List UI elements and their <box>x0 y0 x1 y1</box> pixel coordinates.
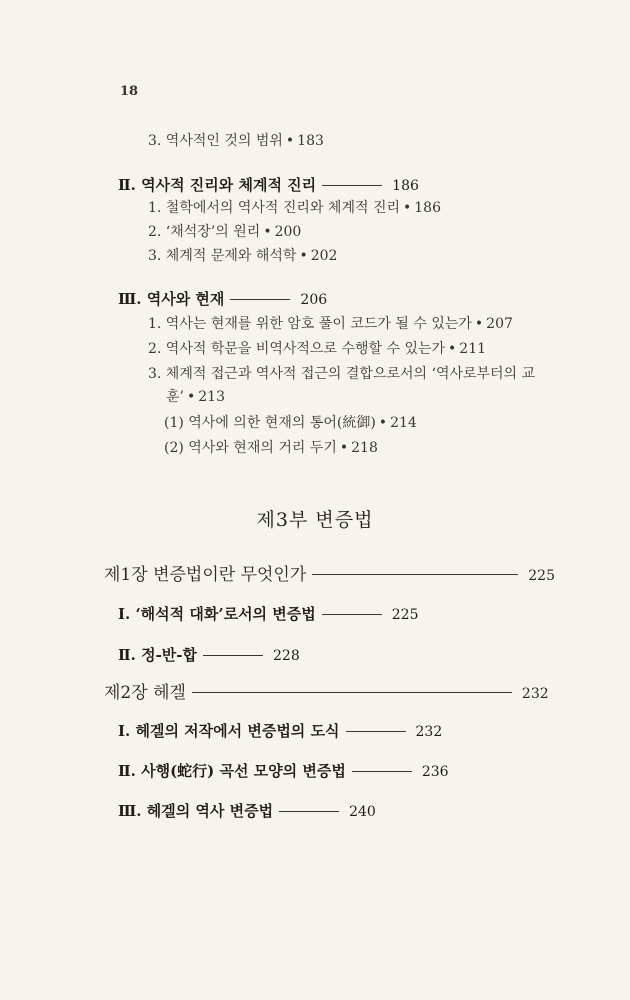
toc-item-text: 1. 역사는 현재를 위한 암호 풀이 코드가 될 수 있는가 <box>148 316 472 332</box>
toc-section[interactable] <box>118 292 327 307</box>
toc-chapter[interactable] <box>104 685 549 702</box>
section-page: 186 <box>392 178 419 194</box>
leader-line <box>352 771 412 772</box>
bullet-separator: • <box>403 200 412 216</box>
bullet-separator: • <box>186 389 196 405</box>
toc-item[interactable] <box>148 367 535 381</box>
toc-section[interactable] <box>118 607 418 622</box>
toc-item[interactable] <box>148 201 441 215</box>
toc-item-page: 186 <box>414 200 441 216</box>
toc-item[interactable] <box>148 249 337 263</box>
bullet-separator: • <box>263 224 272 240</box>
toc-item-page: 207 <box>486 316 513 332</box>
section-title: Ⅲ. 헤겔의 역사 변증법 <box>118 802 274 820</box>
section-page: 236 <box>421 764 449 780</box>
section-title: 역사와 현재 <box>146 290 225 308</box>
leader-line <box>322 614 382 615</box>
bullet-separator: • <box>285 133 295 149</box>
section-title: Ⅱ. 정-반-합 <box>118 646 198 664</box>
leader-line <box>230 299 290 300</box>
toc-section[interactable] <box>118 804 376 819</box>
toc-subitem-text: (2) 역사와 현재의 거리 두기 <box>164 440 337 456</box>
bullet-separator: • <box>299 248 308 264</box>
section-page: 206 <box>300 292 328 308</box>
toc-item-page: 183 <box>297 133 324 149</box>
leader-line <box>312 574 518 575</box>
section-page: 240 <box>349 804 376 820</box>
page-number: 18 <box>120 84 139 99</box>
leader-line <box>279 811 339 812</box>
toc-section[interactable] <box>118 724 442 739</box>
toc-item-page: 202 <box>310 248 338 264</box>
toc-item-text: 2. ‘채석장’의 원리 <box>148 224 261 240</box>
toc-item-page: 211 <box>459 341 487 357</box>
toc-item[interactable] <box>148 317 513 331</box>
leader-line <box>192 692 512 693</box>
chapter-title: 제1장 변증법이란 무엇인가 <box>104 565 307 585</box>
leader-line <box>203 655 263 656</box>
toc-subitem-page: 214 <box>390 415 417 431</box>
toc-subitem-text: (1) 역사에 의한 현재의 통어(統御) <box>164 415 376 431</box>
leader-line <box>322 185 382 186</box>
bullet-separator: • <box>378 415 388 431</box>
bullet-separator: • <box>339 440 349 456</box>
toc-subitem[interactable] <box>164 441 378 455</box>
toc-item-page: 213 <box>198 389 225 405</box>
toc-section[interactable] <box>118 178 419 193</box>
section-title: 역사적 진리와 체계적 진리 <box>141 176 317 194</box>
section-title: Ⅰ. ‘해석적 대화’로서의 변증법 <box>118 605 316 623</box>
leader-line <box>346 731 406 732</box>
toc-item-text: 3. 역사적인 것의 범위 <box>148 133 283 149</box>
section-numeral: Ⅲ. <box>118 290 142 308</box>
chapter-title: 제2장 헤겔 <box>104 683 186 703</box>
bullet-separator: • <box>448 341 457 357</box>
toc-section[interactable] <box>118 764 449 779</box>
section-page: 228 <box>273 648 300 664</box>
toc-item-text: 1. 철학에서의 역사적 진리와 체계적 진리 <box>148 200 400 216</box>
section-page: 225 <box>391 607 419 623</box>
toc-item[interactable] <box>148 342 486 356</box>
toc-item-text: 3. 체계적 문제와 해석학 <box>148 248 297 264</box>
toc-item-text-cont: 훈’ <box>166 389 184 405</box>
section-numeral: Ⅱ. <box>118 176 136 194</box>
toc-subitem-page: 218 <box>351 440 378 456</box>
toc-item-text: 3. 체계적 접근과 역사적 접근의 결합으로서의 ‘역사로부터의 교 <box>148 366 536 382</box>
section-title: Ⅱ. 사행(蛇行) 곡선 모양의 변증법 <box>118 762 346 780</box>
toc-subitem[interactable] <box>164 416 417 430</box>
part-title: 제3부 변증법 <box>256 509 374 531</box>
toc-chapter[interactable] <box>104 567 555 584</box>
toc-item[interactable] <box>148 225 301 239</box>
toc-item-text: 2. 역사적 학문을 비역사적으로 수행할 수 있는가 <box>148 341 446 357</box>
bullet-separator: • <box>474 316 484 332</box>
section-page: 232 <box>415 724 443 740</box>
toc-item[interactable] <box>148 134 324 148</box>
toc-item-page: 200 <box>274 224 302 240</box>
section-title: Ⅰ. 헤겔의 저작에서 변증법의 도식 <box>118 722 340 740</box>
toc-item-continuation[interactable] <box>166 390 225 404</box>
chapter-page: 232 <box>521 686 549 702</box>
toc-section[interactable] <box>118 648 300 663</box>
chapter-page: 225 <box>528 568 555 584</box>
